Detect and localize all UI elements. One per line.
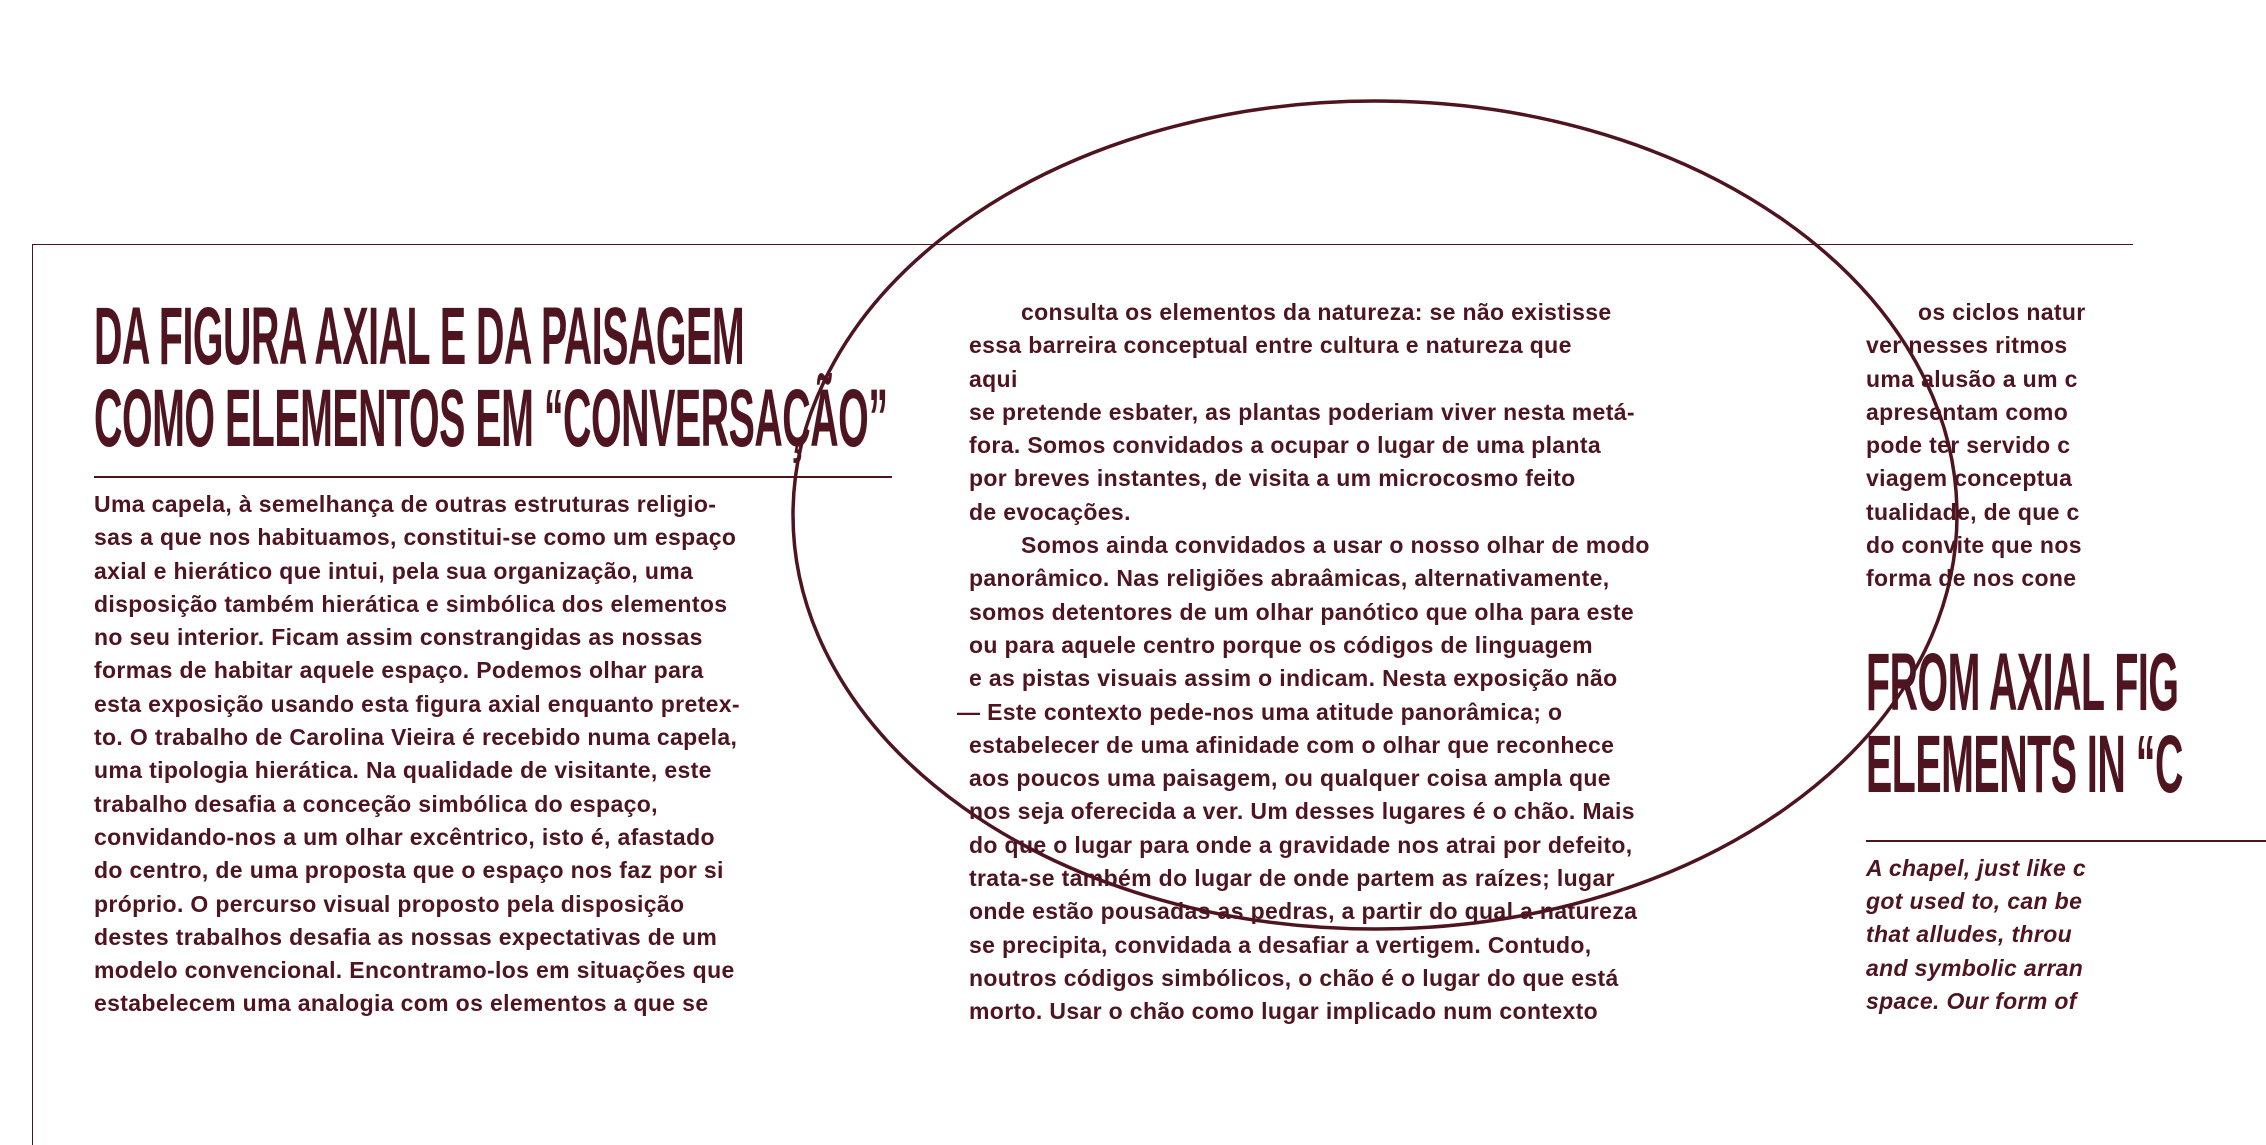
text-line: viagem conceptua: [1866, 465, 2073, 492]
section-heading: [94, 291, 894, 468]
text-line: aqui: [969, 365, 1018, 392]
text-line: do centro, de uma proposta que o espaço nos faz por si: [94, 857, 724, 884]
text-line: os ciclos natur: [1918, 299, 2086, 325]
text-line: nos seja oferecida a ver. Um desses lugares é o chão. Mais: [969, 798, 1635, 825]
column-3-cropped: [1866, 296, 2266, 1018]
heading-line: ELEMENTS IN “C: [1866, 718, 2183, 810]
text-line: noutros códigos simbólicos, o chão é o lugar do que está: [969, 964, 1619, 991]
column-portuguese-1: [94, 291, 894, 1021]
text-line: esta exposição usando esta figura axial enquanto pretex-: [94, 690, 740, 717]
text-line: trabalho desafia a conceção simbólica do espaço,: [94, 790, 658, 817]
text-line: — Este contexto pede-nos uma atitude panorâmica; o: [957, 698, 1563, 725]
text-line: pode ter servido c: [1866, 432, 2071, 459]
text-line: panorâmico. Nas religiões abraâmicas, alternativamente,: [969, 565, 1610, 592]
text-line: consulta os elementos da natureza: se não existisse: [1021, 299, 1612, 325]
text-line: tualidade, de que c: [1866, 498, 2080, 525]
text-line: destes trabalhos desafia as nossas expectativas de um: [94, 923, 718, 950]
text-line: apresentam como: [1866, 398, 2069, 425]
text-line: estabelecem uma analogia com os elementos a que se: [94, 990, 709, 1017]
column-portuguese-2: [957, 296, 1829, 1029]
text-line: ou para aquele centro porque os códigos de linguagem: [969, 631, 1593, 658]
text-line: aos poucos uma paisagem, ou qualquer coisa ampla que: [969, 765, 1611, 792]
text-line: disposição também hierática e simbólica dos elementos: [94, 590, 728, 617]
text-line: space. Our form of: [1866, 987, 2077, 1014]
text-line: to. O trabalho de Carolina Vieira é recebido numa capela,: [94, 724, 738, 751]
text-line: se pretende esbater, as plantas poderiam viver nesta metá-: [969, 398, 1635, 425]
text-line: do que o lugar para onde a gravidade nos atrai por defeito,: [969, 831, 1633, 858]
text-line: axial e hierático que intui, pela sua organização, uma: [94, 557, 694, 584]
text-line: se precipita, convidada a desafiar a vertigem. Contudo,: [969, 931, 1592, 958]
text-line: uma tipologia hierática. Na qualidade de visitante, este: [94, 757, 712, 784]
text-line: por breves instantes, de visita a um microcosmo feito: [969, 465, 1576, 492]
text-line: no seu interior. Ficam assim constrangidas as nossas: [94, 624, 703, 651]
text-line: morto. Usar o chão como lugar implicado num contexto: [969, 998, 1599, 1025]
heading-rule: [94, 476, 892, 478]
text-line: forma de nos cone: [1866, 565, 2077, 592]
heading-rule: [1866, 840, 2266, 842]
body-text-english: [1866, 852, 2266, 1018]
text-line: got used to, can be: [1866, 887, 2083, 914]
text-line: e as pistas visuais assim o indicam. Nesta exposição não: [969, 665, 1618, 692]
text-line: A chapel, just like c: [1866, 854, 2086, 881]
text-line: Somos ainda convidados a usar o nosso olhar de modo: [1021, 532, 1650, 559]
text-line: modelo convencional. Encontramo-los em situações que: [94, 957, 735, 984]
text-line: de evocações.: [969, 498, 1131, 525]
text-line: estabelecer de uma afinidade com o olhar que reconhece: [969, 731, 1615, 758]
text-line: essa barreira conceptual entre cultura e natureza que: [969, 332, 1572, 359]
text-line: formas de habitar aquele espaço. Podemos olhar para: [94, 657, 704, 684]
text-line: do convite que nos: [1866, 532, 2082, 559]
text-line: and symbolic arran: [1866, 954, 2084, 981]
heading-line: DA FIGURA AXIAL E DA PAISAGEM: [94, 291, 745, 382]
body-text: [94, 488, 894, 1021]
heading-line: FROM AXIAL FIG: [1866, 636, 2179, 728]
heading-line: COMO ELEMENTOS EM “CONVERSAÇÃO”: [94, 373, 888, 464]
text-line: próprio. O percurso visual proposto pela disposição: [94, 890, 685, 917]
text-line: Uma capela, à semelhança de outras estruturas religio-: [94, 491, 717, 517]
text-line: onde estão pousadas as pedras, a partir do qual a natureza: [969, 898, 1638, 925]
text-line: convidando-nos a um olhar excêntrico, isto é, afastado: [94, 823, 715, 850]
text-line: uma alusão a um c: [1866, 365, 2078, 392]
section-heading-english: [1866, 636, 2266, 814]
text-line: trata-se também do lugar de onde partem as raízes; lugar: [969, 865, 1615, 892]
text-line: that alludes, throu: [1866, 921, 2072, 948]
text-line: fora. Somos convidados a ocupar o lugar de uma planta: [969, 432, 1602, 459]
body-text: [1866, 296, 2266, 596]
body-text: [957, 296, 1829, 1029]
text-line: ver nesses ritmos: [1866, 332, 2068, 359]
text-line: somos detentores de um olhar panótico que olha para este: [969, 598, 1635, 625]
text-line: sas a que nos habituamos, constitui-se como um espaço: [94, 524, 737, 551]
